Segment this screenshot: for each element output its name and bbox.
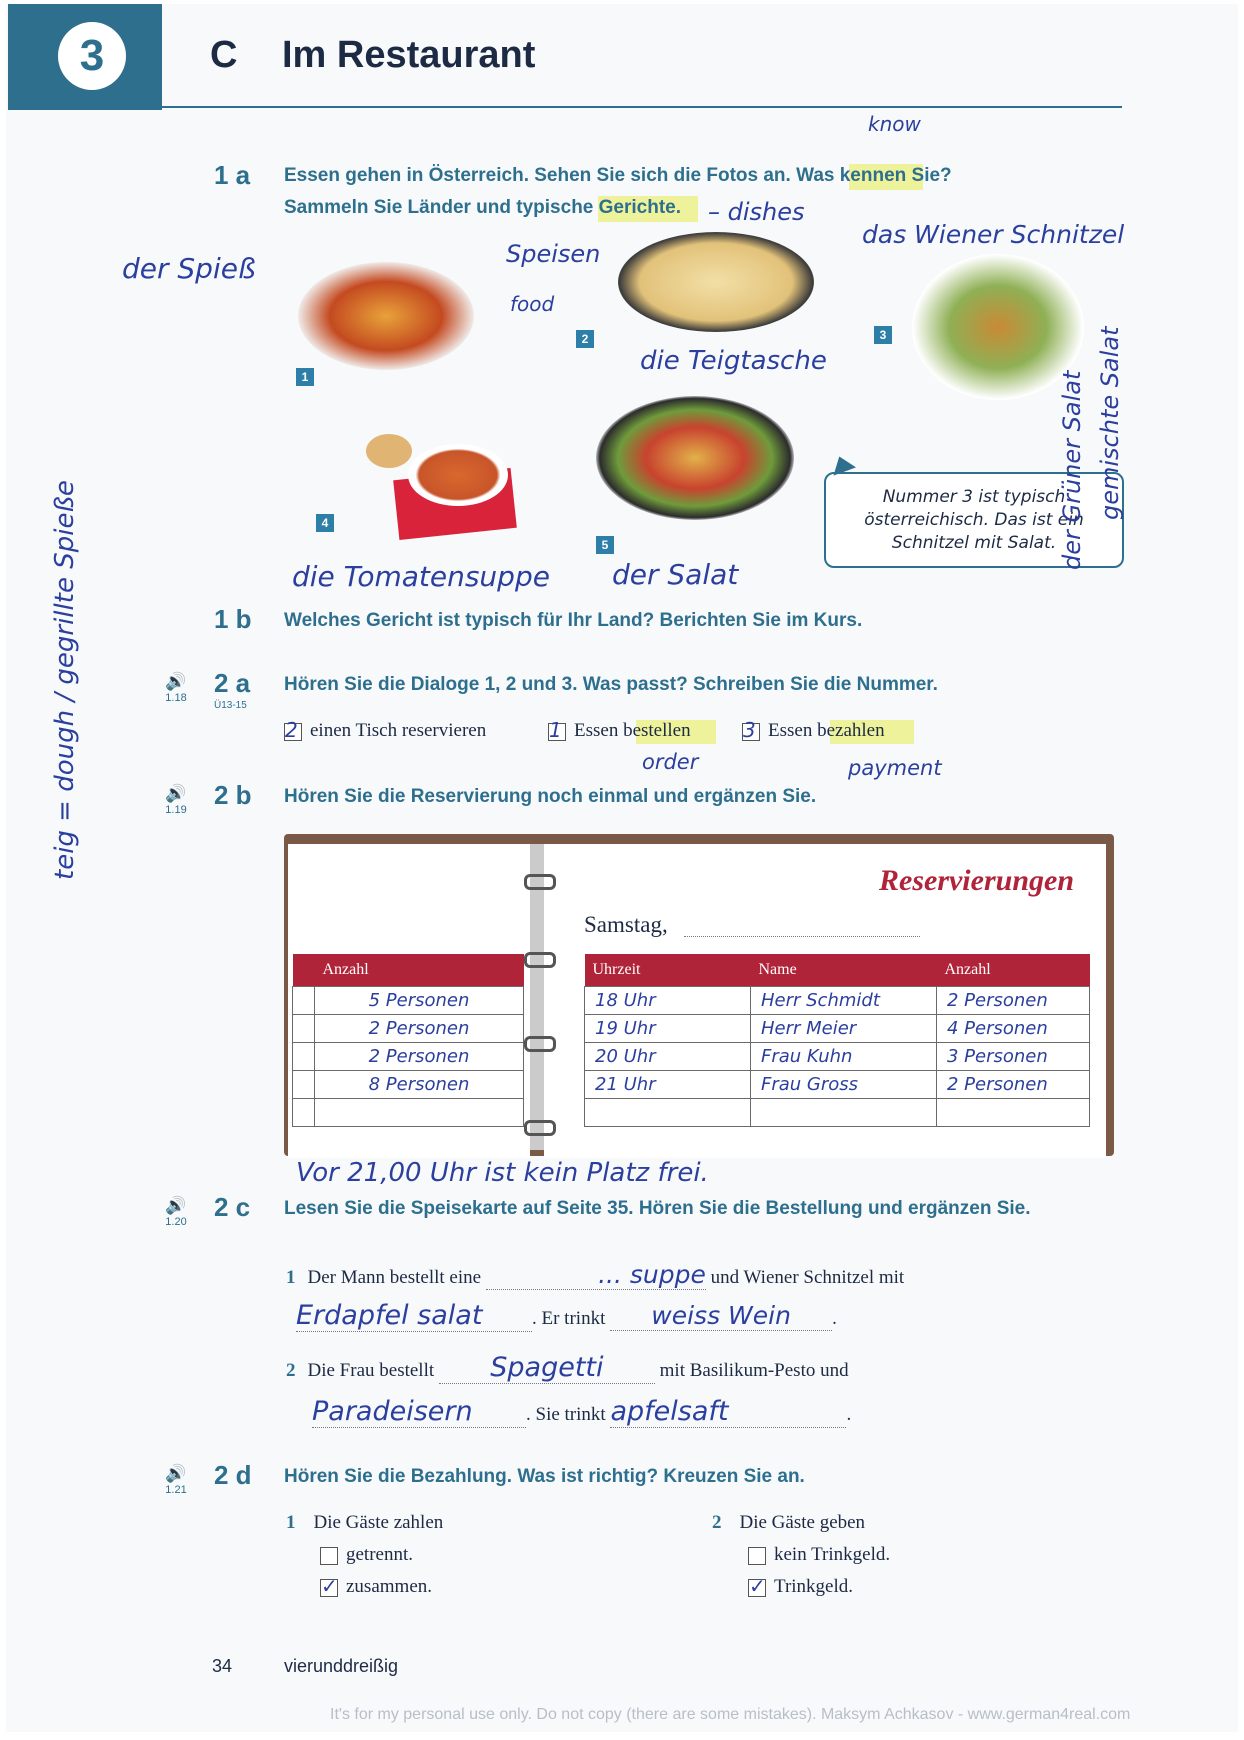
page-number: 34 <box>212 1656 233 1676</box>
option-reservieren[interactable]: 2 einen Tisch reservieren <box>285 717 487 742</box>
note-speisen: Speisen <box>506 240 601 268</box>
instruction-1b: Welches Gericht ist typisch für Ihr Land? Berichten Sie im Kurs. <box>284 610 863 631</box>
page-title: Im Restaurant <box>282 34 536 76</box>
audio-track-1-18[interactable]: 🔊 1.18 <box>156 672 196 704</box>
left-reservation-table: Anzahl 5 Personen 2 Personen 2 Personen 8 Personen <box>292 954 524 1127</box>
speech-bubble: Nummer 3 ist typisch österreichisch. Das ist ein Schnitzel mit Salat. <box>824 472 1124 568</box>
note-order: order <box>642 750 699 774</box>
notebook-title: Reservierungen <box>879 864 1074 897</box>
sentence-2-line1: 2 Die Frau bestellt Spagetti mit Basilikum-Pesto und <box>286 1352 849 1383</box>
note-schnitzel: das Wiener Schnitzel <box>862 220 1125 249</box>
note-tomatensuppe: die Tomatensuppe <box>292 560 550 593</box>
checkbox-zusammen: ✓ <box>321 1573 338 1598</box>
instruction-1a-line1: Essen gehen in Österreich. Sehen Sie sich die Fotos an. Was kennen Sie? <box>284 165 952 186</box>
ring-binder <box>524 1036 556 1052</box>
note-know: know <box>868 112 921 136</box>
instruction-2a: Hören Sie die Dialoge 1, 2 und 3. Was passt? Schreiben Sie die Nummer. <box>284 674 938 695</box>
photo-dumplings <box>618 232 814 332</box>
photo-badge-5: 5 <box>596 536 614 554</box>
sentence-1-line2: Erdapfel salat . Er trinkt weiss Wein . <box>296 1300 837 1331</box>
chapter-number: 3 <box>58 22 126 90</box>
ring-binder <box>524 874 556 890</box>
note-food: food <box>510 292 555 316</box>
instruction-2c: Lesen Sie die Speisekarte auf Seite 35. Hören Sie die Bestellung und ergänzen Sie. <box>284 1198 1031 1219</box>
fill-drink-woman[interactable]: apfelsaft <box>610 1396 846 1428</box>
answer-box: 2 <box>284 723 302 741</box>
watermark: It's for my personal use only. Do not copy (there are some mistakes). Maksym Achkasov - www.german4real.com <box>330 1706 1131 1723</box>
note-salat: der Salat <box>612 558 739 591</box>
checkbox-getrennt <box>320 1547 338 1565</box>
fill-drink-man[interactable]: weiss Wein <box>610 1301 832 1331</box>
option-bezahlen[interactable]: 3 Essen bezahlen <box>743 717 885 742</box>
exercise-number-2a: 2 a <box>214 668 251 698</box>
photo-badge-3: 3 <box>874 326 892 344</box>
note-gruener-salat: der Grüner Salat <box>1058 370 1086 570</box>
note-teigtasche: die Teigtasche <box>640 346 827 376</box>
speaker-icon: 🔊 <box>165 672 187 691</box>
note-no-place: Vor 21,00 Uhr ist kein Platz frei. <box>296 1158 709 1188</box>
photo-salad <box>596 396 794 520</box>
exercise-reference: Ü13-15 <box>214 700 247 711</box>
checkbox-trinkgeld: ✓ <box>749 1573 766 1598</box>
answer-box: 3 <box>742 723 760 741</box>
photo-skewer <box>298 262 474 370</box>
speaker-icon: 🔊 <box>165 1196 187 1215</box>
answer-box: 1 <box>548 723 566 741</box>
note-dishes: – dishes <box>708 198 805 226</box>
note-payment: payment <box>848 756 942 780</box>
fill-side-dish[interactable]: Erdapfel salat <box>296 1300 532 1332</box>
fill-extra[interactable]: Paradeisern <box>312 1396 526 1428</box>
instruction-1a-line2: Sammeln Sie Länder und typische Gerichte. <box>284 197 682 218</box>
instruction-2d: Hören Sie die Bezahlung. Was ist richtig? Kreuzen Sie an. <box>284 1466 805 1487</box>
day-label: Samstag, <box>584 912 668 937</box>
photo-badge-4: 4 <box>316 514 334 532</box>
page-word: vierunddreißig <box>284 1656 399 1676</box>
fill-main-dish[interactable]: Spagetti <box>439 1352 655 1384</box>
instruction-2b: Hören Sie die Reservierung noch einmal und ergänzen Sie. <box>284 786 817 807</box>
question-1: 1 Die Gäste zahlen <box>286 1512 444 1533</box>
photo-badge-1: 1 <box>296 368 314 386</box>
speaker-icon: 🔊 <box>165 784 187 803</box>
fill-soup[interactable]: ... suppe <box>486 1260 706 1290</box>
option-getrennt[interactable]: getrennt. <box>320 1544 413 1566</box>
speaker-icon: 🔊 <box>165 1464 187 1483</box>
option-bestellen[interactable]: 1 Essen bestellen <box>549 717 691 742</box>
section-letter: C <box>210 34 238 76</box>
sentence-2-line2: Paradeisern . Sie trinkt apfelsaft . <box>312 1396 852 1427</box>
question-2: 2 Die Gäste geben <box>712 1512 866 1533</box>
audio-track-1-19[interactable]: 🔊 1.19 <box>156 784 196 816</box>
exercise-number-1b: 1 b <box>214 604 252 634</box>
photo-tomato-soup <box>366 426 536 542</box>
exercise-number-1a: 1 a <box>214 160 251 190</box>
exercise-number-2b: 2 b <box>214 780 252 810</box>
option-kein-trinkgeld[interactable]: kein Trinkgeld. <box>748 1544 890 1566</box>
sentence-1-line1: 1 Der Mann bestellt eine ... suppe und Wiener Schnitzel mit <box>286 1260 905 1289</box>
day-dotline <box>684 936 920 937</box>
note-spiess: der Spieß <box>122 252 256 285</box>
note-gemischte-salat: gemischte Salat <box>1096 326 1124 520</box>
reservation-notebook <box>284 834 1114 1156</box>
ring-binder <box>524 952 556 968</box>
header-rule <box>162 106 1122 108</box>
exercise-number-2c: 2 c <box>214 1192 251 1222</box>
option-trinkgeld[interactable]: ✓ Trinkgeld. <box>749 1573 854 1598</box>
audio-track-1-21[interactable]: 🔊 1.21 <box>156 1464 196 1496</box>
audio-track-1-20[interactable]: 🔊 1.20 <box>156 1196 196 1228</box>
checkbox-kein-trinkgeld <box>748 1547 766 1565</box>
note-teig-dough: teig = dough / gegrillte Spieße <box>50 480 80 880</box>
exercise-number-2d: 2 d <box>214 1460 252 1490</box>
option-zusammen[interactable]: ✓ zusammen. <box>321 1573 433 1598</box>
right-reservation-table: Uhrzeit Name Anzahl 18 Uhr Herr Schmidt 2 Personen 19 Uhr Herr Meier 4 Personen 20 Uhr Frau Kuhn 3 Personen 21 Uhr Frau Gross 2 Personen <box>584 954 1090 1127</box>
ring-binder <box>524 1120 556 1136</box>
photo-badge-2: 2 <box>576 330 594 348</box>
